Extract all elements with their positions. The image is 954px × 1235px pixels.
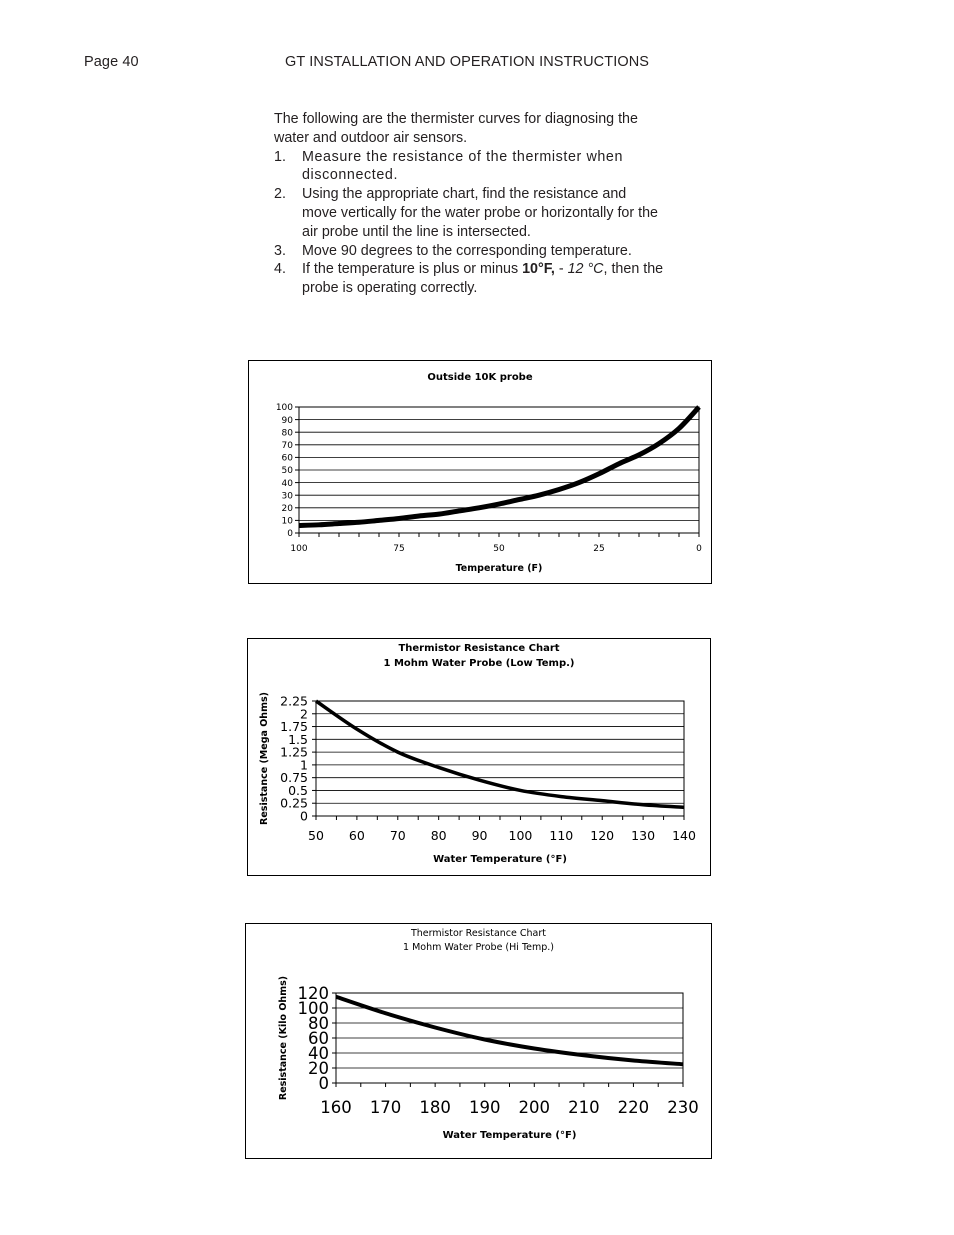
x-axis-label: Temperature (F): [455, 563, 543, 574]
x-tick-label: 180: [419, 1098, 451, 1117]
y-tick-label: 90: [281, 415, 293, 426]
y-tick-label: 60: [281, 453, 293, 464]
chart-title: Thermistor Resistance Chart: [398, 643, 560, 654]
y-tick-label: 0: [318, 1073, 329, 1093]
outside-probe-chart: [248, 360, 712, 584]
series-line: [336, 997, 683, 1065]
step-text: Move 90 degrees to the corresponding temperature.: [302, 242, 632, 259]
step-number: 4.: [274, 261, 286, 278]
step-text-mid: -: [554, 261, 568, 278]
chart-title: Outside 10K probe: [427, 372, 533, 383]
chart-subtitle: 1 Mohm Water Probe (Hi Temp.): [403, 942, 554, 953]
step-item: [274, 185, 664, 241]
plot-area: [316, 701, 684, 816]
chart-svg: [246, 924, 711, 1158]
y-tick-label: 80: [281, 428, 293, 439]
y-tick-label: 0.75: [280, 770, 308, 786]
x-axis-label: Water Temperature (°F): [433, 854, 567, 865]
y-tick-label: 0.25: [280, 795, 308, 811]
y-tick-label: 20: [281, 504, 293, 515]
chart-svg: [248, 639, 710, 875]
chart-svg: [249, 361, 711, 583]
step-number: 3.: [274, 242, 286, 259]
y-tick-label: 1.25: [280, 744, 308, 760]
y-tick-label: 2.25: [280, 693, 308, 709]
x-tick-label: 0: [696, 544, 702, 554]
steps-list: [274, 148, 664, 298]
x-tick-label: 80: [430, 828, 447, 843]
y-tick-label: 1.75: [280, 719, 308, 735]
y-tick-label: 1.5: [288, 731, 308, 747]
step-text: Measure the resistance of the thermister when disconnected.: [302, 148, 624, 184]
series-line: [316, 701, 684, 807]
x-tick-label: 140: [672, 828, 696, 843]
y-tick-label: 100: [275, 403, 293, 414]
x-tick-label: 50: [308, 828, 324, 843]
x-tick-label: 190: [468, 1098, 501, 1117]
y-tick-label: 20: [308, 1058, 329, 1078]
y-tick-label: 120: [297, 983, 329, 1003]
y-tick-label: 40: [281, 478, 293, 489]
instructions: [274, 110, 664, 298]
x-tick-label: 230: [667, 1098, 699, 1117]
x-tick-label: 110: [549, 828, 574, 843]
y-tick-label: 0: [300, 808, 308, 824]
y-tick-label: 80: [308, 1013, 329, 1033]
x-tick-label: 60: [348, 828, 365, 843]
step-text: Using the appropriate chart, find the resistance and move vertically for the water probe or horizontally for the air probe until the line is intersected.: [302, 186, 658, 240]
x-tick-label: 75: [393, 544, 405, 554]
x-tick-label: 210: [568, 1098, 600, 1117]
y-tick-label: 40: [308, 1043, 329, 1063]
x-tick-label: 130: [631, 828, 656, 843]
page-number: Page 40: [84, 54, 139, 70]
step-text-end: , then the probe is operating correctly.: [302, 261, 664, 297]
x-tick-label: 100: [290, 544, 308, 554]
low-temp-water-probe-chart: [247, 638, 711, 876]
y-axis-label: Resistance (Kilo Ohms): [278, 975, 289, 1101]
step-italic-value: 12 °C: [567, 261, 604, 278]
step-item: [274, 260, 664, 298]
y-tick-label: 60: [308, 1028, 329, 1048]
y-tick-label: 100: [297, 998, 329, 1018]
x-tick-label: 50: [493, 544, 505, 554]
chart-title: Thermistor Resistance Chart: [410, 928, 547, 939]
x-tick-label: 170: [369, 1098, 402, 1117]
step-number: 1.: [274, 148, 286, 165]
x-tick-label: 90: [471, 828, 488, 843]
x-tick-label: 25: [593, 544, 605, 554]
y-axis-label: Resistance (Mega Ohms): [259, 692, 270, 825]
x-tick-label: 70: [389, 828, 406, 843]
y-tick-label: 0.5: [288, 782, 308, 798]
y-tick-label: 50: [281, 466, 293, 477]
y-tick-label: 30: [281, 491, 293, 502]
y-tick-label: 1: [300, 757, 308, 773]
y-tick-label: 70: [281, 441, 293, 452]
x-tick-label: 160: [320, 1098, 352, 1117]
step-number: 2.: [274, 186, 286, 203]
step-item: [274, 242, 664, 261]
x-tick-label: 120: [590, 828, 615, 843]
step-item: [274, 148, 664, 186]
step-text: [302, 261, 663, 296]
x-tick-label: 200: [518, 1098, 551, 1117]
hi-temp-water-probe-chart: [245, 923, 712, 1159]
x-axis-label: Water Temperature (°F): [442, 1130, 577, 1141]
document-title: GT INSTALLATION AND OPERATION INSTRUCTIONS: [285, 54, 650, 70]
y-tick-label: 2: [300, 706, 308, 722]
step-bold-value: 10°F,: [522, 261, 555, 278]
y-tick-label: 10: [281, 516, 293, 527]
chart-subtitle: 1 Mohm Water Probe (Low Temp.): [383, 658, 575, 669]
x-tick-label: 100: [508, 828, 533, 843]
step-text-start: If the temperature is plus or minus: [302, 261, 523, 278]
x-tick-label: 220: [617, 1098, 650, 1117]
y-tick-label: 0: [287, 529, 293, 540]
intro-paragraph: The following are the thermister curves for diagnosing the water and outdoor air sensors.: [274, 111, 638, 146]
